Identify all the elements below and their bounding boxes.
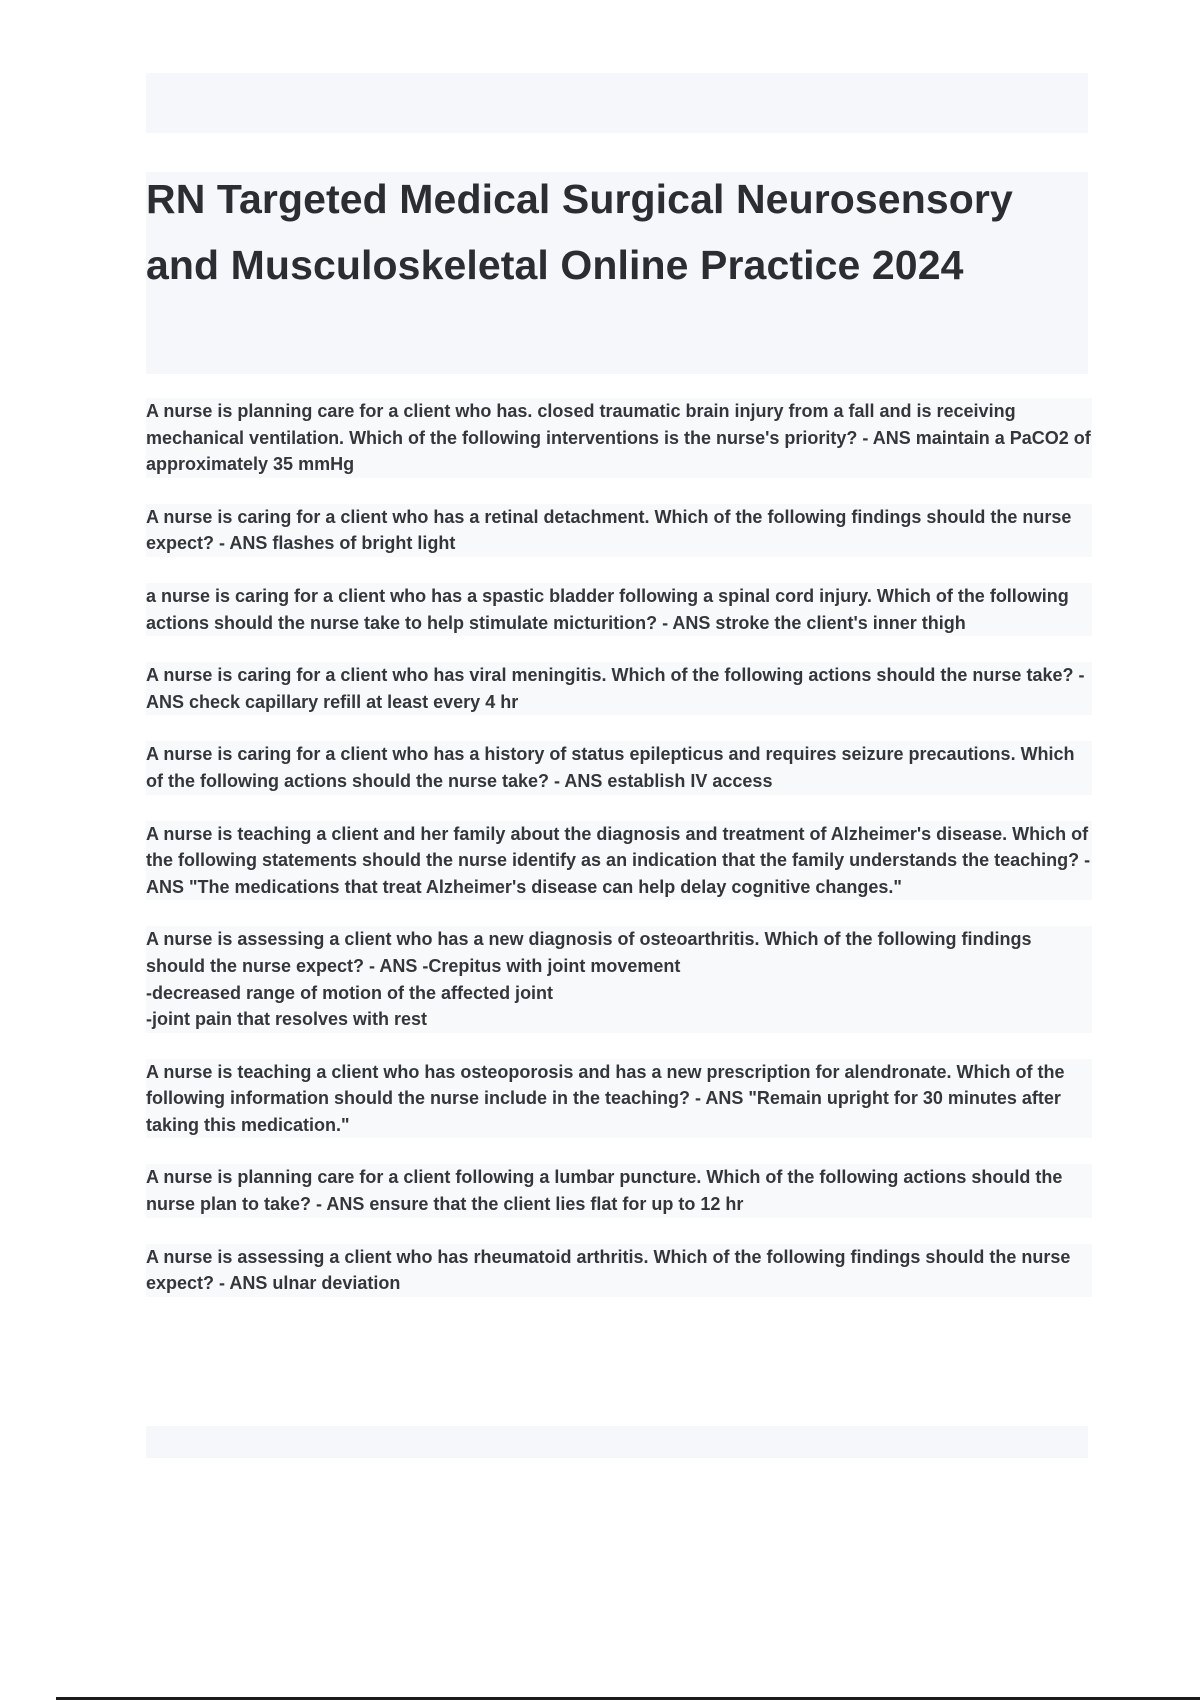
qa-item-8: A nurse is teaching a client who has osteoporosis and has a new prescription for alendronate. Which of the following information should the nurse include in the teaching? - ANS "Remain upright for 30 minutes after taking this medication." bbox=[146, 1059, 1092, 1139]
qa-item-2: A nurse is caring for a client who has a retinal detachment. Which of the following findings should the nurse expect? - ANS flashes of bright light bbox=[146, 504, 1092, 557]
qa-item-3: a nurse is caring for a client who has a spastic bladder following a spinal cord injury. Which of the following actions should the nurse take to help stimulate micturition? - ANS stroke the client's inner thigh bbox=[146, 583, 1092, 636]
qa-item-6: A nurse is teaching a client and her family about the diagnosis and treatment of Alzheimer's disease. Which of the following statements should the nurse identify as an indication that the family understands the teaching? - ANS "The medications that treat Alzheimer's disease can help delay cognitive changes." bbox=[146, 821, 1092, 901]
qa-item-1: A nurse is planning care for a client who has. closed traumatic brain injury from a fall and is receiving mechanical ventilation. Which of the following interventions is the nurse's priority? - ANS maintain a PaCO2 of approximately 35 mmHg bbox=[146, 398, 1092, 478]
question-list bbox=[146, 398, 1092, 1323]
footer-band bbox=[146, 1426, 1088, 1458]
qa-item-10: A nurse is assessing a client who has rheumatoid arthritis. Which of the following findings should the nurse expect? - ANS ulnar deviation bbox=[146, 1244, 1092, 1297]
qa-item-4: A nurse is caring for a client who has viral meningitis. Which of the following actions should the nurse take? - ANS check capillary refill at least every 4 hr bbox=[146, 662, 1092, 715]
qa-item-7: A nurse is assessing a client who has a new diagnosis of osteoarthritis. Which of the following findings should the nurse expect? - ANS -Crepitus with joint movement -decreased range of motion of the affected joint -joint pain that resolves with rest bbox=[146, 926, 1092, 1032]
qa-item-5: A nurse is caring for a client who has a history of status epilepticus and requires seizure precautions. Which of the following actions should the nurse take? - ANS establish IV access bbox=[146, 741, 1092, 794]
page-title: RN Targeted Medical Surgical Neurosensory and Musculoskeletal Online Practice 2024 bbox=[146, 176, 1013, 288]
header-band bbox=[146, 73, 1088, 133]
qa-item-9: A nurse is planning care for a client following a lumbar puncture. Which of the following actions should the nurse plan to take? - ANS ensure that the client lies flat for up to 12 hr bbox=[146, 1164, 1092, 1217]
